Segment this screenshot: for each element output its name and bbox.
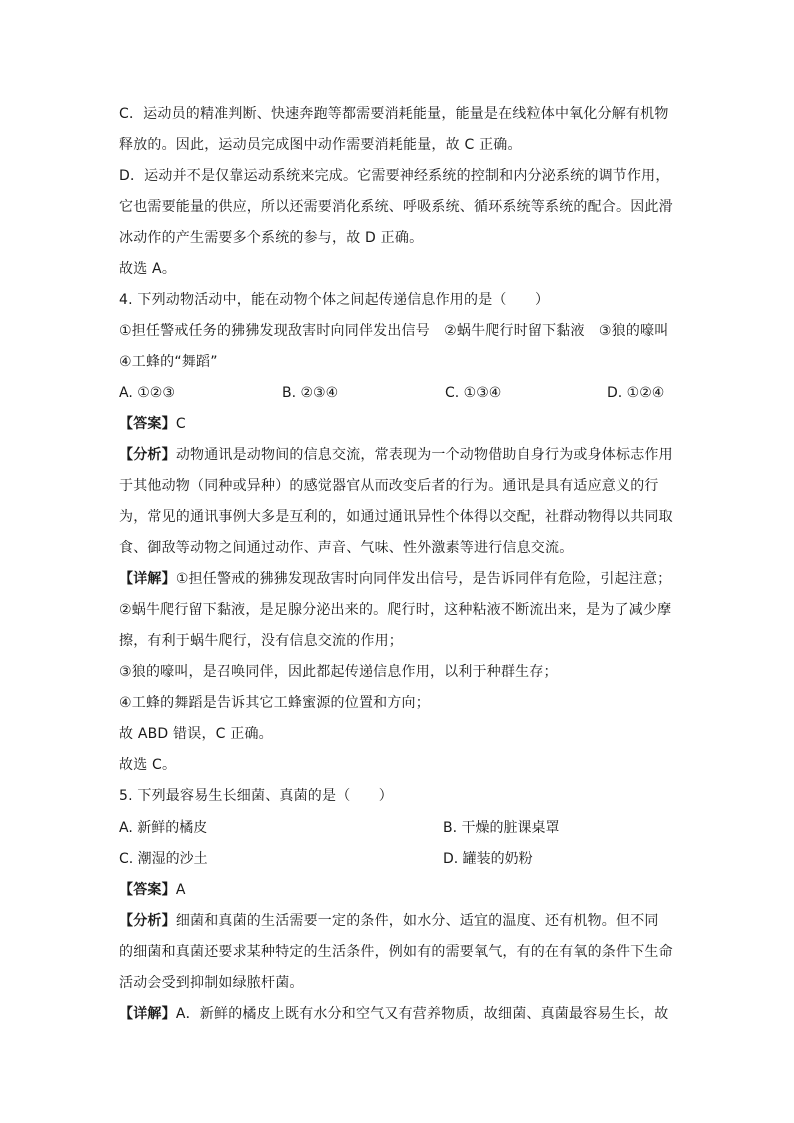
analysis-tag: 【分析】 bbox=[119, 447, 176, 463]
q4-items-line-1: ①担任警戒任务的狒狒发现敌害时向同伴发出信号 ②蜗牛爬行时留下黏液 ③狼的嚎叫 bbox=[119, 323, 669, 339]
q5-option-a: A. 新鲜的橘皮 bbox=[119, 820, 208, 836]
q5-option-d: D. 罐装的奶粉 bbox=[443, 851, 533, 867]
q4-detail-line-2: ②蜗牛爬行留下黏液，是足腺分泌出来的。爬行时，这种粘液不断流出来，是为了减少摩 bbox=[119, 602, 672, 618]
option-c-explanation-line-1: C．运动员的精准判断、快速奔跑等都需要消耗能量，能量是在线粒体中氧化分解有机物 bbox=[119, 106, 669, 122]
q4-option-a: A. ①②③ bbox=[119, 385, 175, 401]
q4-option-b: B. ②③④ bbox=[282, 385, 339, 401]
q4-analysis-line-2: 于其他动物（同种或异种）的感觉器官从而改变后者的行为。通讯是具有适应意义的行 bbox=[119, 478, 659, 494]
q4-detail-line-3: 擦，有利于蜗牛爬行，没有信息交流的作用； bbox=[119, 633, 403, 649]
q4-analysis-line-4: 食、御敌等动物之间通过动作、声音、气味、性外激素等进行信息交流。 bbox=[119, 540, 574, 556]
q4-detail-line-6: 故 ABD 错误，C 正确。 bbox=[119, 726, 273, 742]
q4-detail-line-5: ④工蜂的舞蹈是告诉其它工蜂蜜源的位置和方向； bbox=[119, 695, 430, 711]
answer-tag: 【答案】 bbox=[119, 416, 176, 432]
q4-detail-line-1 bbox=[119, 569, 679, 589]
q5-stem: 5. 下列最容易生长细菌、真菌的是（ ） bbox=[119, 788, 394, 804]
analysis-tag: 【分析】 bbox=[119, 913, 176, 929]
q5-answer bbox=[119, 880, 679, 900]
answer-value: A bbox=[175, 882, 186, 898]
q4-detail-line-4: ③狼的嚎叫，是召唤同伴，因此都起传递信息作用，以利于种群生存； bbox=[119, 664, 558, 680]
q4-items-line-2: ④工蜂的“舞蹈” bbox=[119, 354, 218, 370]
detail-text: ①担任警戒的狒狒发现敌害时向同伴发出信号，是告诉同伴有危险，引起注意； bbox=[175, 571, 672, 587]
option-d-explanation-line-2: 它也需要能量的供应，所以还需要消化系统、呼吸系统、循环系统等系统的配合。因此滑 bbox=[119, 199, 673, 215]
q5-analysis-line-3: 活动会受到抑制如绿脓杆菌。 bbox=[119, 975, 304, 991]
q4-analysis-line-3: 为，常见的通讯事例大多是互利的，如通过通讯异性个体得以交配，社群动物得以共同取 bbox=[119, 509, 673, 525]
answer-value: C bbox=[175, 416, 186, 432]
q4-option-c: C. ①③④ bbox=[445, 385, 502, 401]
q4-option-d: D. ①②④ bbox=[607, 385, 665, 401]
detail-text: A．新鲜的橘皮上既有水分和空气又有营养物质，故细菌、真菌最容易生长，故 bbox=[175, 1006, 669, 1022]
q5-detail-line-1 bbox=[119, 1004, 679, 1024]
q4-stem: 4. 下列动物活动中，能在动物个体之间起传递信息作用的是（ ） bbox=[119, 292, 550, 308]
q5-option-c: C. 潮湿的沙土 bbox=[119, 851, 208, 867]
answer-tag: 【答案】 bbox=[119, 882, 176, 898]
option-c-explanation-line-2: 释放的。因此，运动员完成图中动作需要消耗能量，故 C 正确。 bbox=[119, 137, 522, 153]
q4-conclusion: 故选 C。 bbox=[119, 757, 177, 773]
q5-analysis-line-1 bbox=[119, 911, 679, 931]
q5-option-b: B. 干燥的脏课桌罩 bbox=[443, 820, 560, 836]
analysis-text: 细菌和真菌的生活需要一定的条件，如水分、适宜的温度、还有机物。但不同 bbox=[175, 913, 659, 929]
option-d-explanation-line-3: 冰动作的产生需要多个系统的参与，故 D 正确。 bbox=[119, 230, 424, 246]
q4-answer bbox=[119, 414, 679, 434]
analysis-text: 动物通讯是动物间的信息交流，常表现为一个动物借助自身行为或身体标志作用 bbox=[175, 447, 673, 463]
q3-conclusion: 故选 A。 bbox=[119, 261, 177, 277]
q4-analysis-line-1 bbox=[119, 445, 679, 465]
q5-analysis-line-2: 的细菌和真菌还要求某种特定的生活条件，例如有的需要氧气，有的在有氧的条件下生命 bbox=[119, 944, 673, 960]
option-d-explanation-line-1: D．运动并不是仅靠运动系统来完成。它需要神经系统的控制和内分泌系统的调节作用， bbox=[119, 168, 670, 184]
detail-tag: 【详解】 bbox=[119, 1006, 176, 1022]
detail-tag: 【详解】 bbox=[119, 571, 176, 587]
